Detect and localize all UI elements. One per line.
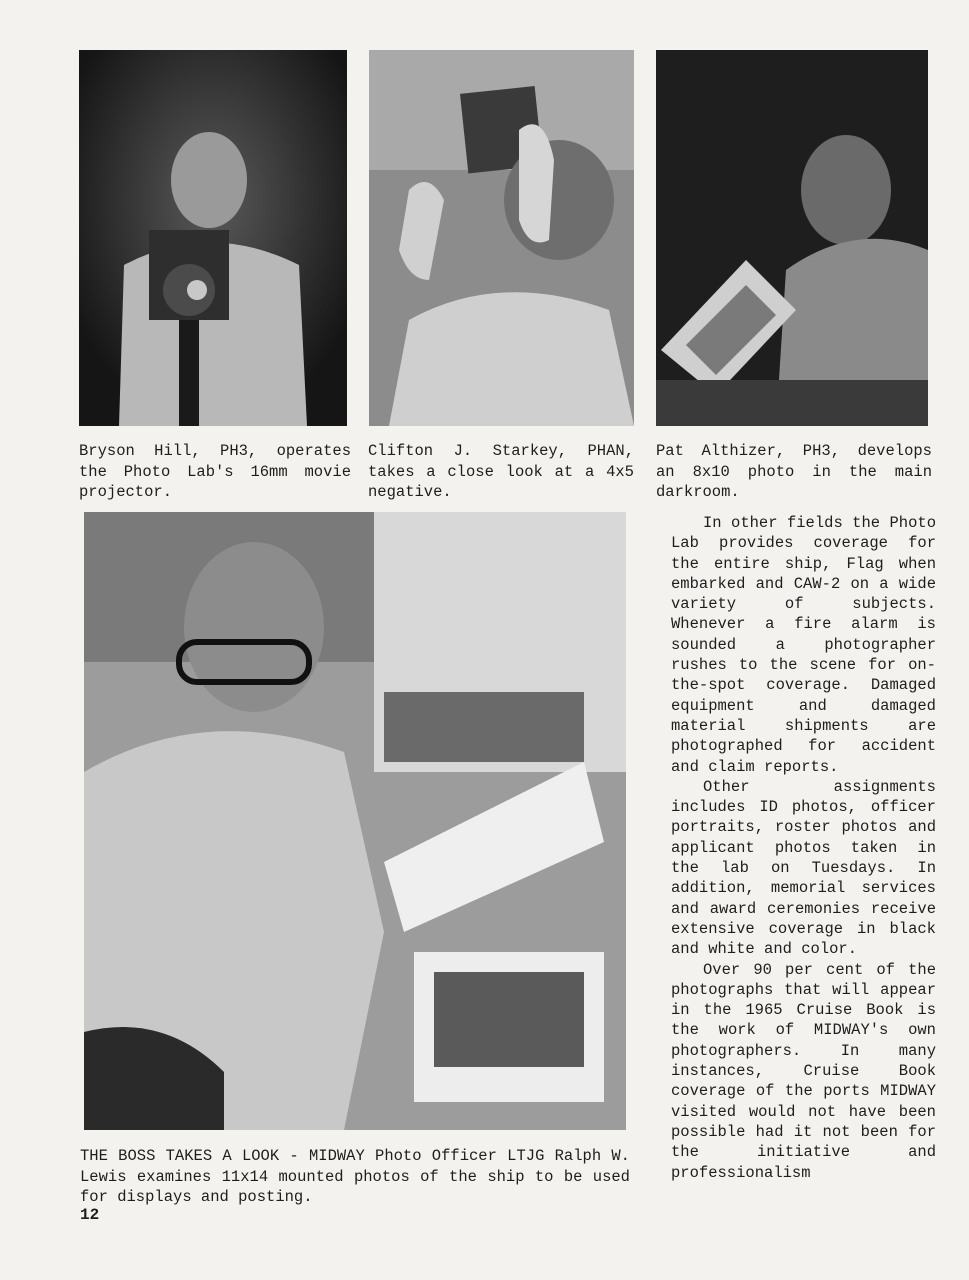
photo-negative-inspection xyxy=(369,50,634,426)
article-body xyxy=(671,513,936,1183)
caption-negative-inspection: Clifton J. Starkey, PHAN, takes a close look at a 4x5 negative. xyxy=(368,442,634,501)
caption-projector-operator: Bryson Hill, PH3, operates the Photo Lab's 16mm movie projector. xyxy=(79,442,351,501)
page-number: 12 xyxy=(80,1206,100,1224)
caption-officer-examining: THE BOSS TAKES A LOOK - MIDWAY Photo Officer LTJG Ralph W. Lewis examines 11x14 mounted photos of the ship to be used for displays and posting. xyxy=(80,1147,630,1206)
photo-projector-operator xyxy=(79,50,347,426)
caption-darkroom-developing: Pat Althizer, PH3, develops an 8x10 photo in the main darkroom. xyxy=(656,442,932,501)
article-paragraph: In other fields the Photo Lab provides coverage for the entire ship, Flag when embarked and CAW-2 on a wide variety of subjects. Whenever a fire alarm is sounded a photographer rushes to the scene for on-the-spot coverage. Damaged equipment and damaged material shipments are photographed for accident and claim reports. xyxy=(671,514,936,776)
article-paragraph: Over 90 per cent of the photographs that will appear in the 1965 Cruise Book is the work of MIDWAY's own photographers. In many instances, Cruise Book coverage of the ports MIDWAY visited would not have been possible had it not been for the initiative and professionalism xyxy=(671,960,936,1182)
photo-officer-examining xyxy=(84,512,626,1130)
article-paragraph: Other assignments includes ID photos, officer portraits, roster photos and applicant photos taken in the lab on Tuesdays. In addition, memorial services and award ceremonies receive extensive coverage in black and white and color. xyxy=(671,777,936,959)
photo-darkroom-developing xyxy=(656,50,928,426)
